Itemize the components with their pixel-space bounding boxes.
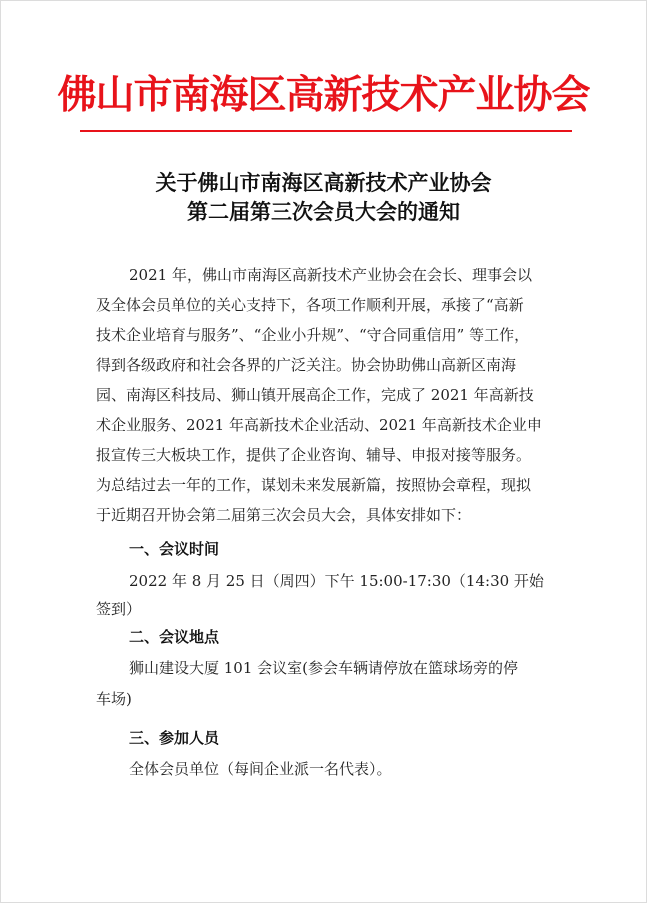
letterhead-divider <box>80 130 572 132</box>
intro-line: 为总结过去一年的工作，谋划未来发展新篇，按照协会章程，现拟 <box>96 476 532 494</box>
notice-title-line-2: 第二届第三次会员大会的通知 <box>187 199 460 224</box>
section-heading-meeting-time: 一、会议时间 <box>129 540 220 558</box>
intro-line: 报宣传三大板块工作，提供了企业咨询、辅导、申报对接等服务。 <box>96 446 532 464</box>
intro-line: 于近期召开协会第二届第三次会员大会，具体安排如下： <box>96 506 472 524</box>
intro-line: 及全体会员单位的关心支持下，各项工作顺利开展，承接了“高新 <box>96 296 524 314</box>
meeting-location-line: 狮山建设大厦 101 会议室(参会车辆请停放在篮球场旁的停 <box>129 659 519 677</box>
section-heading-attendees: 三、参加人员 <box>129 729 220 747</box>
meeting-location-line: 车场) <box>96 690 132 708</box>
organization-letterhead: 佛山市南海区高新技术产业协会 <box>57 72 590 118</box>
intro-line: 技术企业培育与服务”、“企业小升规”、“守合同重信用” 等工作， <box>96 326 530 344</box>
intro-line: 园、南海区科技局、狮山镇开展高企工作，完成了 2021 年高新技 <box>96 386 534 404</box>
notice-title-line-1: 关于佛山市南海区高新技术产业协会 <box>155 170 492 195</box>
attendees-line: 全体会员单位（每间企业派一名代表）。 <box>129 760 392 778</box>
intro-line: 术企业服务、2021 年高新技术企业活动、2021 年高新技术企业申 <box>96 416 542 434</box>
meeting-time-line: 签到） <box>96 600 142 618</box>
section-heading-meeting-location: 二、会议地点 <box>129 628 220 646</box>
intro-line: 得到各级政府和社会各界的广泛关注。协会协助佛山高新区南海 <box>96 356 517 374</box>
intro-line: 2021 年，佛山市南海区高新技术产业协会在会长、理事会以 <box>129 266 532 284</box>
meeting-time-line: 2022 年 8 月 25 日（周四）下午 15:00-17:30（14:30 开始 <box>129 572 544 590</box>
